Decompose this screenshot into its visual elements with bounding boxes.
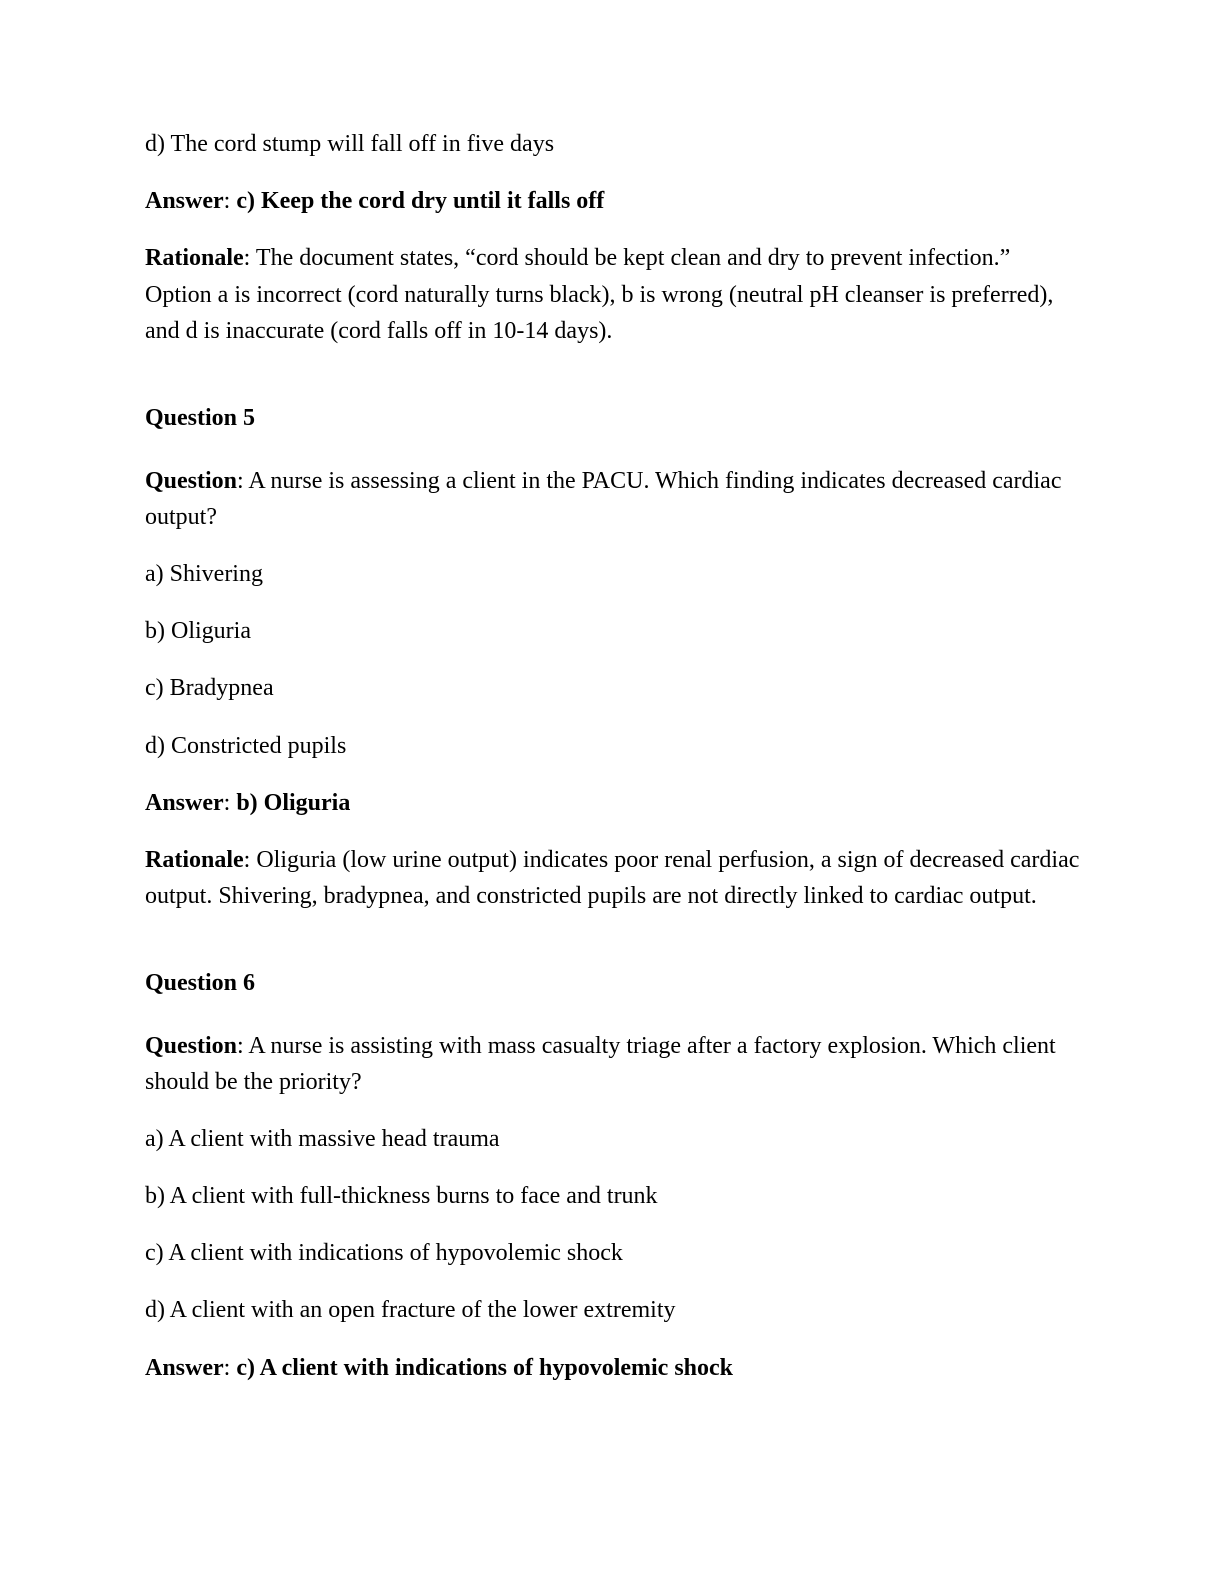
line-label: Rationale: [145, 846, 244, 873]
line-text: Oliguria (low urine output) indicates poor renal perfusion, a sign of decreased cardiac output. Shivering, bradypnea, and constricted pupils are not directly linked to cardiac output.: [145, 846, 1080, 910]
label-separator: :: [243, 245, 256, 272]
line-text: A nurse is assessing a client in the PACU. Which finding indicates decreased cardiac output?: [145, 467, 1062, 531]
option-line: c) Bradypnea: [145, 675, 274, 702]
label-separator: :: [243, 846, 257, 873]
label-separator: :: [237, 1032, 249, 1059]
question-line: [145, 1028, 1080, 1101]
question-line: [145, 463, 1080, 536]
option-line: c) A client with indications of hypovolemic shock: [145, 1240, 623, 1267]
option-line: b) Oliguria: [145, 618, 251, 645]
line-text: A nurse is assisting with mass casualty triage after a factory explosion. Which client should be the priority?: [145, 1032, 1056, 1096]
line-label: Question: [145, 467, 238, 494]
question-heading: Question 6: [145, 969, 256, 996]
option-line: d) The cord stump will fall off in five days: [145, 131, 555, 157]
label-separator: :: [223, 1354, 237, 1381]
line-label: Rationale: [145, 245, 244, 272]
line-label: Answer: [145, 789, 224, 816]
label-separator: :: [223, 789, 237, 816]
line-text: b) Oliguria: [236, 789, 351, 816]
answer-line: [145, 183, 1080, 220]
line-label: Question: [145, 1032, 238, 1059]
option-line: d) Constricted pupils: [145, 732, 347, 759]
option-line: a) Shivering: [145, 561, 263, 588]
label-separator: :: [223, 188, 237, 215]
answer-line: [145, 1350, 1080, 1387]
label-separator: :: [237, 467, 249, 494]
rationale-line: [145, 240, 1080, 350]
line-text: c) Keep the cord dry until it falls off: [236, 188, 605, 215]
rationale-line: [145, 842, 1080, 915]
option-line: d) A client with an open fracture of the lower extremity: [145, 1297, 676, 1324]
answer-line: [145, 785, 1080, 822]
line-label: Answer: [145, 1354, 224, 1381]
question-heading: Question 5: [145, 404, 256, 431]
option-line: a) A client with massive head trauma: [145, 1126, 500, 1153]
line-text: c) A client with indications of hypovolemic shock: [236, 1354, 734, 1381]
line-label: Answer: [145, 188, 224, 215]
option-line: b) A client with full-thickness burns to face and trunk: [145, 1183, 658, 1210]
line-text: The document states, “cord should be kept clean and dry to prevent infection.” Option a is incorrect (cord naturally turns black), b is wrong (neutral pH cleanser is preferred), and d is inaccurate (cord falls off in 10-14 days).: [145, 245, 1054, 345]
